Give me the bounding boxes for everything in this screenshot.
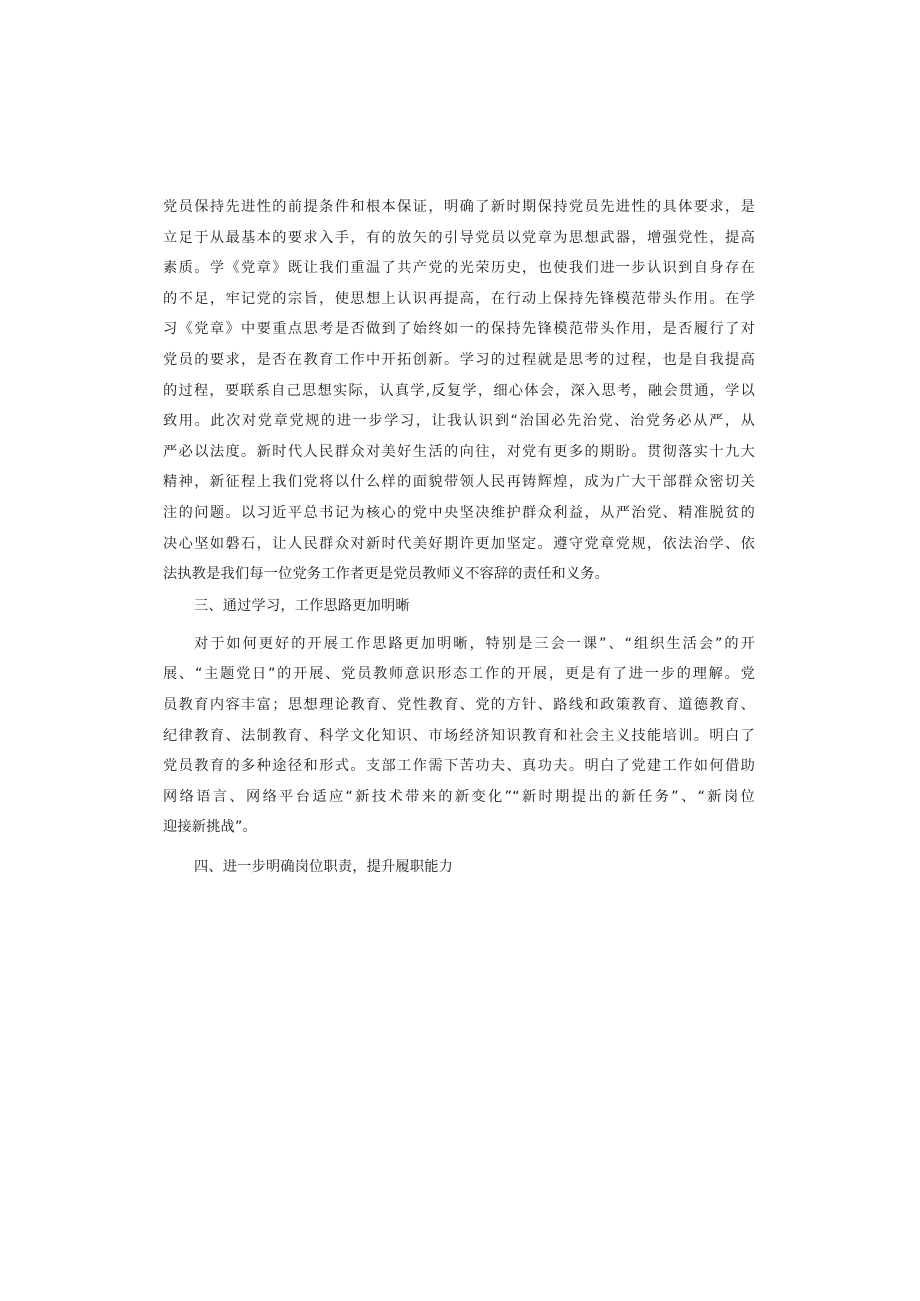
document-page — [163, 192, 755, 884]
text-line: 严必以法度。新时代人民群众对美好生活的向往，对党有更多的期盼。贯彻落实十九大 — [163, 443, 755, 460]
text-line: 展、“主题党日”的开展、党员教师意识形态工作的开展，更是有了进一步的理解。党 — [163, 666, 755, 683]
text-line: 素质。学《党章》既让我们重温了共产党的光荣历史，也使我们进一步认识到自身存在 — [163, 260, 755, 277]
text-line: 习《党章》中要重点思考是否做到了始终如一的保持先锋模范带头作用，是否履行了对 — [163, 321, 755, 338]
text-line: 党员教育的多种途径和形式。支部工作需下苦功夫、真功夫。明白了党建工作如何借助 — [163, 758, 755, 775]
text-line: 致用。此次对党章党规的进一步学习，让我认识到“治国必先治党、治党务必从严，从 — [163, 413, 755, 430]
text-line: 网络语言、网络平台适应“新技术带来的新变化”“新时期提出的新任务”、“新岗位 — [163, 788, 755, 805]
text-line: 精神，新征程上我们党将以什么样的面貌带领人民再铸辉煌，成为广大干部群众密切关 — [163, 474, 755, 491]
text-line: 注的问题。以习近平总书记为核心的党中央坚决维护群众利益，从严治党、精准脱贫的 — [163, 504, 755, 521]
text-line: 的过程，要联系自己思想实际，认真学,反复学，细心体会，深入思考，融会贯通，学以 — [163, 382, 755, 399]
text-line: 决心坚如磐石，让人民群众对新时代美好期许更加坚定。遵守党章党规，依法治学、依 — [163, 535, 755, 552]
text-line: 员教育内容丰富；思想理论教育、党性教育、党的方针、路线和政策教育、道德教育、 — [163, 696, 755, 713]
paragraph-party-constitution — [163, 192, 755, 590]
text-line: 法执教是我们每一位党务工作者更是党员教师义不容辞的责任和义务。 — [163, 566, 610, 583]
section-heading-3: 三、通过学习，工作思路更加明晰 — [194, 597, 410, 614]
text-line: 对于如何更好的开展工作思路更加明晰，特别是三会一课”、“组织生活会”的开 — [194, 635, 755, 652]
text-line: 的不足，牢记党的宗旨，使思想上认识再提高，在行动上保持先锋模范带头作用。在学 — [163, 290, 755, 307]
text-line: 立足于从最基本的要求入手，有的放矢的引导党员以党章为思想武器，增强党性，提高 — [163, 229, 755, 246]
spacer — [163, 843, 755, 851]
text-line: 纪律教育、法制教育、科学文化知识、市场经济知识教育和社会主义技能培训。明白了 — [163, 727, 755, 744]
text-line: 党员的要求，是否在教育工作中开拓创新。学习的过程就是思考的过程，也是自我提高 — [163, 351, 755, 368]
paragraph-work-ideas — [163, 629, 755, 843]
text-line: 党员保持先进性的前提条件和根本保证，明确了新时期保持党员先进性的具体要求，是 — [163, 199, 755, 215]
text-line: 迎接新挑战”。 — [163, 819, 257, 836]
section-heading-4: 四、进一步明确岗位职责，提升履职能力 — [194, 858, 453, 875]
